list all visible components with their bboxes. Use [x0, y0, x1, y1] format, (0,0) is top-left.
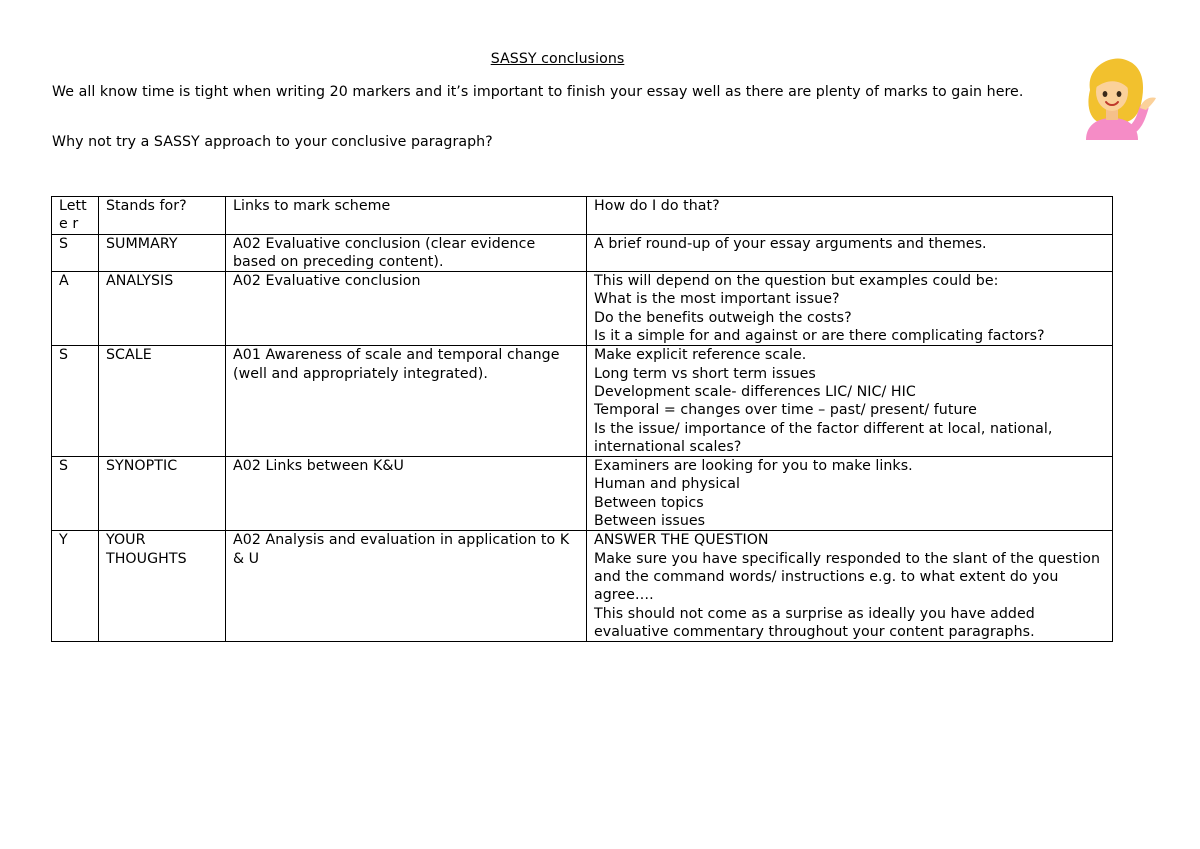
cell-letter: S [52, 346, 99, 457]
how-line: Between issues [594, 513, 706, 530]
header-stands-for: Stands for? [99, 197, 226, 235]
cell-stands-for: SYNOPTIC [99, 457, 226, 531]
how-line: Development scale- differences LIC/ NIC/ HIC [594, 383, 916, 400]
how-line: What is the most important issue? [594, 291, 840, 308]
how-line: Examiners are looking for you to make links. [594, 458, 913, 475]
cell-mark-scheme: A02 Evaluative conclusion (clear evidence based on preceding content). [226, 234, 587, 272]
cell-stands-for: ANALYSIS [99, 272, 226, 346]
person-tipping-hand-icon [1068, 52, 1158, 140]
table-row [52, 346, 1113, 457]
how-line: Do the benefits outweigh the costs? [594, 309, 852, 326]
how-line: Make explicit reference scale. [594, 347, 807, 364]
how-line: This will depend on the question but examples could be: [594, 273, 999, 290]
how-line: Between topics [594, 494, 704, 511]
cell-stands-for: SUMMARY [99, 234, 226, 272]
how-line: Make sure you have specifically responded to the slant of the question and the command words/ instructions e.g. to what extent do you agree…. [594, 550, 1100, 604]
header-letter: Lette r [52, 197, 99, 235]
sassy-table [51, 196, 1113, 642]
cell-letter: Y [52, 531, 99, 642]
table-row [52, 234, 1113, 272]
cell-how [587, 234, 1113, 272]
header-mark-scheme: Links to mark scheme [226, 197, 587, 235]
table-row [52, 272, 1113, 346]
how-line: Human and physical [594, 476, 740, 493]
cell-mark-scheme: A01 Awareness of scale and temporal change (well and appropriately integrated). [226, 346, 587, 457]
cell-how [587, 531, 1113, 642]
cell-how [587, 457, 1113, 531]
how-line: Long term vs short term issues [594, 365, 816, 382]
cell-stands-for: YOUR THOUGHTS [99, 531, 226, 642]
how-line: ANSWER THE QUESTION [594, 532, 769, 549]
how-line: This should not come as a surprise as ideally you have added evaluative commentary throughout your content paragraphs. [594, 605, 1035, 640]
question-paragraph: Why not try a SASSY approach to your conclusive paragraph? [52, 134, 493, 150]
how-line: Is it a simple for and against or are there complicating factors? [594, 328, 1045, 345]
table-header-row [52, 197, 1113, 235]
cell-letter: S [52, 234, 99, 272]
cell-mark-scheme: A02 Links between K&U [226, 457, 587, 531]
how-line: Is the issue/ importance of the factor different at local, national, international scales? [594, 420, 1053, 455]
cell-stands-for: SCALE [99, 346, 226, 457]
how-line: A brief round-up of your essay arguments and themes. [594, 235, 987, 252]
cell-how [587, 272, 1113, 346]
header-how: How do I do that? [587, 197, 1113, 235]
table-row [52, 531, 1113, 642]
cell-letter: S [52, 457, 99, 531]
cell-letter: A [52, 272, 99, 346]
table-row [52, 457, 1113, 531]
cell-mark-scheme: A02 Analysis and evaluation in application to K & U [226, 531, 587, 642]
page-title: SASSY conclusions [490, 51, 625, 67]
cell-mark-scheme: A02 Evaluative conclusion [226, 272, 587, 346]
cell-how [587, 346, 1113, 457]
how-line: Temporal = changes over time – past/ present/ future [594, 402, 977, 419]
intro-paragraph: We all know time is tight when writing 20 markers and it’s important to finish your essay well as there are plenty of marks to gain here. [52, 84, 1024, 100]
